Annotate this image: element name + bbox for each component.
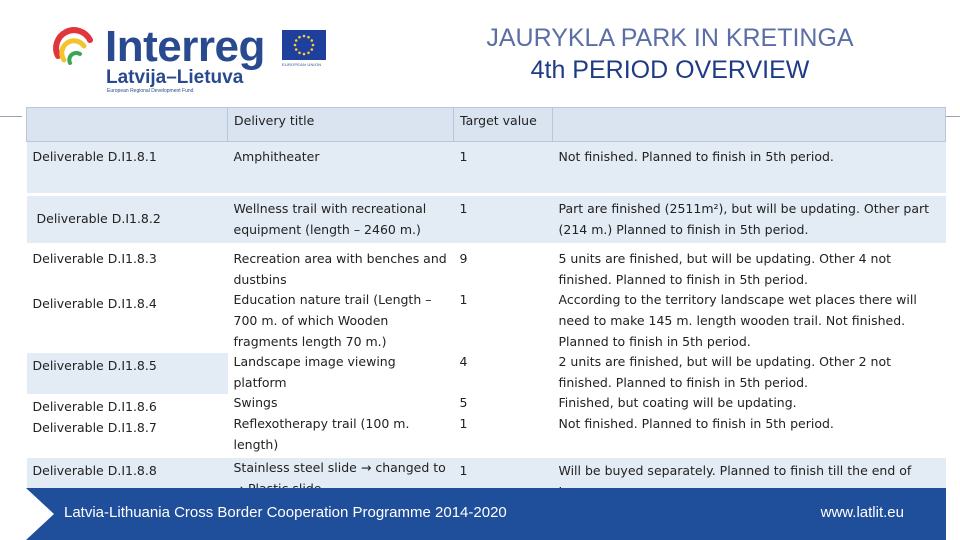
target-value: 1 [459, 415, 468, 431]
deliverable-id: Deliverable D.I1.8.5 [27, 353, 228, 394]
header-cell-deliverable [27, 108, 228, 142]
delivery-status: Part are finished (2511m²), but will be updating. Other part (214 m.) Planned to finish in 5th period. [553, 195, 946, 245]
target-value: 4 [459, 354, 468, 370]
eu-flag-icon [282, 30, 326, 60]
footer-programme: Latvia-Lithuania Cross Border Cooperation Programme 2014-2020 [64, 504, 507, 521]
title-line-1: JAURYKLA PARK IN KRETINGA [486, 24, 854, 52]
target-value: 1 [454, 142, 553, 195]
divider-right [946, 116, 960, 117]
target-value: 1 [454, 195, 553, 245]
delivery-status: 5 units are finished, but will be updating. Other 4 not finished. Planned to finish in 5th period. [558, 251, 892, 287]
deliverable-id: Deliverable D.I1.8.7 [32, 419, 157, 435]
deliverable-id: Deliverable D.I1.8.6 [32, 399, 157, 415]
delivery-title: Wellness trail with recreational equipment (length – 2460 m.) [228, 195, 454, 245]
slide-title-part-2: changed to [375, 460, 446, 476]
delivery-title: Recreation area with benches and dustbins [233, 251, 447, 287]
title-line-2: 4th PERIOD OVERVIEW [530, 56, 810, 84]
deliverable-id: Deliverable D.I1.8.3 [32, 251, 157, 267]
footer-website-link[interactable]: www.latlit.eu [820, 504, 904, 521]
delivery-title: Reflexotherapy trail (100 m. length) [233, 415, 410, 452]
logo-programme: Latvija–Lietuva [106, 67, 244, 88]
target-value: 1 [459, 292, 468, 308]
delivery-status: Not finished. Planned to finish in 5th period. [553, 142, 946, 195]
delivery-title: Swings [233, 395, 278, 411]
footer-bar [26, 488, 946, 540]
divider-left [0, 116, 22, 117]
deliverables-table [26, 107, 946, 505]
deliverable-id: Deliverable D.I1.8.2 [27, 195, 228, 245]
delivery-status: 2 units are finished, but will be updating. Other 2 not finished. Planned to finish in 5th period. [558, 354, 892, 390]
eu-label: EUROPEAN UNION [282, 62, 322, 67]
target-value: 9 [459, 251, 468, 267]
arrow-right-icon: → [360, 460, 372, 476]
delivery-status: Will be buyed separately. Planned to finish till the end of [553, 458, 946, 505]
delivery-title: Landscape image viewing platform [233, 354, 396, 390]
interreg-swirl-icon [50, 26, 100, 76]
delivery-title: Education nature trail (Length – 700 m. of which Wooden fragments length 70 m.) [233, 292, 432, 349]
deliverable-id: Deliverable D.I1.8.4 [27, 291, 228, 353]
delivery-title: Amphitheater [228, 142, 454, 195]
table-row [27, 142, 946, 195]
logo-brand: Interreg [105, 22, 265, 71]
header-cell-delivery-title: Delivery title [228, 108, 454, 142]
footer-chevron-icon [26, 488, 54, 540]
logo-tagline: European Regional Development Fund [107, 88, 194, 94]
deliverable-id: Deliverable D.I1.8.8 [27, 458, 228, 505]
header-cell-status [553, 108, 946, 142]
target-value: 1 [454, 458, 553, 505]
slide-title-part-1: Stainless steel slide [233, 460, 357, 476]
interreg-logo [50, 22, 340, 97]
target-value: 5 [459, 395, 468, 411]
table-header-row [27, 108, 946, 142]
delivery-status: Not finished. Planned to finish in 5th period. [558, 415, 834, 431]
delivery-status-column [553, 245, 946, 458]
deliverable-id-column [27, 245, 228, 458]
header-cell-target-value: Target value [454, 108, 553, 142]
page-title [440, 22, 900, 86]
delivery-title-column [228, 245, 454, 458]
target-value-column [454, 245, 553, 458]
delivery-status: According to the territory landscape wet places there will need to make 145 m. length wooden trail. Not finished. Planned to finish in 5th period. [558, 292, 917, 349]
deliverable-id: Deliverable D.I1.8.1 [27, 142, 228, 195]
table-row [27, 195, 946, 245]
delivery-status: Finished, but coating will be updating. [558, 395, 797, 411]
table-row-group [27, 245, 946, 458]
